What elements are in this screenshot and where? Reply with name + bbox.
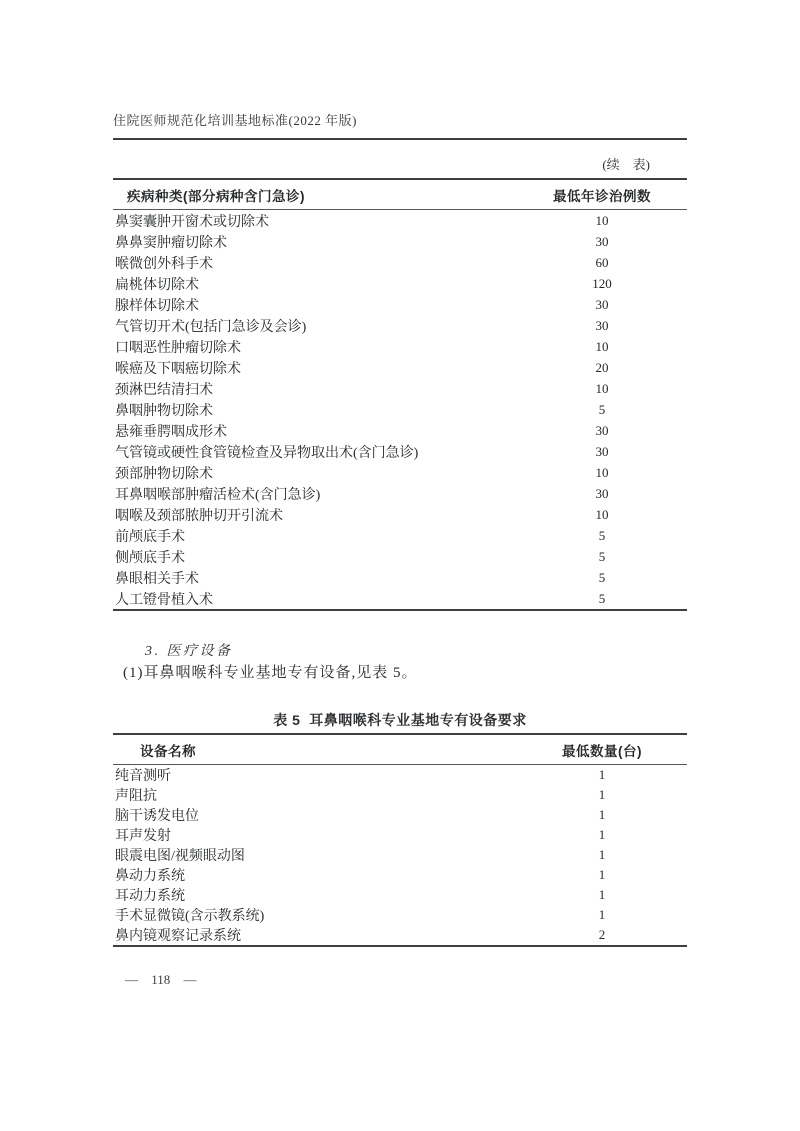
case-count-cell: 120 bbox=[592, 275, 612, 291]
table-bottom-rule bbox=[113, 609, 687, 611]
table-row bbox=[113, 231, 687, 252]
equipment-name-cell: 纯音测听 bbox=[115, 769, 171, 784]
table-bottom-rule bbox=[113, 945, 687, 947]
running-head: 住院医师规范化培训基地标准(2022 年版) bbox=[113, 113, 357, 128]
disease-name-cell: 喉微创外科手术 bbox=[115, 256, 213, 272]
equipment-count-cell: 1 bbox=[598, 787, 606, 802]
equipment-name-cell: 声阻抗 bbox=[115, 789, 157, 804]
equipment-name-cell: 眼震电图/视频眼动图 bbox=[115, 849, 245, 864]
table-header-row bbox=[113, 180, 687, 209]
disease-name-cell: 耳鼻咽喉部肿瘤活检术(含门急诊) bbox=[115, 487, 321, 503]
disease-name-cell: 气管切开术(包括门急诊及会诊) bbox=[115, 319, 307, 335]
table-row bbox=[113, 357, 687, 378]
disease-name-cell: 鼻鼻窦肿瘤切除术 bbox=[115, 235, 227, 251]
disease-name-cell: 鼻眼相关手术 bbox=[115, 571, 199, 587]
equipment-count-cell: 1 bbox=[598, 827, 606, 842]
table-row bbox=[113, 925, 687, 945]
table-row bbox=[113, 504, 687, 525]
section-paragraph: (1)耳鼻咽喉科专业基地专有设备,见表 5。 bbox=[123, 665, 418, 681]
table-row bbox=[113, 546, 687, 567]
case-count-cell: 20 bbox=[595, 359, 609, 375]
disease-cases-table bbox=[113, 178, 687, 611]
disease-name-cell: 鼻窦囊肿开窗术或切除术 bbox=[115, 214, 269, 230]
table-header-row bbox=[113, 735, 687, 764]
table-row bbox=[113, 420, 687, 441]
case-count-cell: 30 bbox=[595, 443, 609, 459]
column-header-min-quantity: 最低数量(台) bbox=[562, 743, 642, 759]
disease-name-cell: 咽喉及颈部脓肿切开引流术 bbox=[115, 508, 283, 524]
disease-name-cell: 口咽恶性肿瘤切除术 bbox=[115, 340, 241, 356]
case-count-cell: 10 bbox=[595, 380, 609, 396]
equipment-name-cell: 鼻动力系统 bbox=[115, 869, 185, 884]
table-row bbox=[113, 252, 687, 273]
equipment-name-cell: 脑干诱发电位 bbox=[115, 809, 199, 824]
case-count-cell: 10 bbox=[595, 506, 609, 522]
table-row bbox=[113, 885, 687, 905]
disease-name-cell: 人工镫骨植入术 bbox=[115, 592, 213, 608]
table-continuation-note: (续 表) bbox=[602, 157, 650, 172]
case-count-cell: 5 bbox=[598, 590, 606, 606]
table-row bbox=[113, 905, 687, 925]
case-count-cell: 5 bbox=[598, 548, 606, 564]
equipment-count-cell: 1 bbox=[598, 767, 606, 782]
table-row bbox=[113, 441, 687, 462]
table-row bbox=[113, 483, 687, 504]
equipment-name-cell: 耳动力系统 bbox=[115, 889, 185, 904]
table-row bbox=[113, 525, 687, 546]
page-number: — 118 — bbox=[125, 972, 197, 987]
case-count-cell: 10 bbox=[595, 464, 609, 480]
case-count-cell: 30 bbox=[595, 485, 609, 501]
running-head-rule bbox=[113, 138, 687, 140]
table-row bbox=[113, 273, 687, 294]
equipment-name-cell: 手术显微镜(含示教系统) bbox=[115, 909, 265, 924]
equipment-table bbox=[113, 733, 687, 947]
case-count-cell: 60 bbox=[595, 254, 609, 270]
disease-name-cell: 喉癌及下咽癌切除术 bbox=[115, 361, 241, 377]
table-row bbox=[113, 785, 687, 805]
case-count-cell: 5 bbox=[598, 527, 606, 543]
table-row bbox=[113, 567, 687, 588]
case-count-cell: 10 bbox=[595, 212, 609, 228]
table5-caption: 表 5 耳鼻咽喉科专业基地专有设备要求 bbox=[273, 712, 527, 728]
case-count-cell: 10 bbox=[595, 338, 609, 354]
case-count-cell: 30 bbox=[595, 317, 609, 333]
table-row bbox=[113, 765, 687, 785]
column-header-equipment-name: 设备名称 bbox=[140, 743, 196, 759]
section-heading: 3. 医疗设备 bbox=[145, 644, 233, 659]
table-row bbox=[113, 462, 687, 483]
column-header-disease-type: 疾病种类(部分病种含门急诊) bbox=[127, 188, 305, 204]
equipment-count-cell: 1 bbox=[598, 867, 606, 882]
table-row bbox=[113, 210, 687, 231]
disease-name-cell: 腺样体切除术 bbox=[115, 298, 199, 314]
equipment-count-cell: 1 bbox=[598, 887, 606, 902]
table-row bbox=[113, 845, 687, 865]
case-count-cell: 5 bbox=[598, 401, 606, 417]
table-row bbox=[113, 805, 687, 825]
equipment-count-cell: 2 bbox=[598, 927, 606, 942]
table-row bbox=[113, 588, 687, 609]
disease-name-cell: 扁桃体切除术 bbox=[115, 277, 199, 293]
disease-name-cell: 侧颅底手术 bbox=[115, 550, 185, 566]
table-body bbox=[113, 765, 687, 945]
disease-name-cell: 气管镜或硬性食管镜检查及异物取出术(含门急诊) bbox=[115, 445, 419, 461]
disease-name-cell: 前颅底手术 bbox=[115, 529, 185, 545]
disease-name-cell: 悬雍垂腭咽成形术 bbox=[115, 424, 227, 440]
table-row bbox=[113, 336, 687, 357]
equipment-count-cell: 1 bbox=[598, 847, 606, 862]
table-row bbox=[113, 294, 687, 315]
case-count-cell: 5 bbox=[598, 569, 606, 585]
table-row bbox=[113, 399, 687, 420]
table-row bbox=[113, 825, 687, 845]
case-count-cell: 30 bbox=[595, 296, 609, 312]
column-header-min-annual-cases: 最低年诊治例数 bbox=[553, 188, 651, 204]
table-row bbox=[113, 315, 687, 336]
disease-name-cell: 颈淋巴结清扫术 bbox=[115, 382, 213, 398]
case-count-cell: 30 bbox=[595, 422, 609, 438]
table-row bbox=[113, 865, 687, 885]
table-row bbox=[113, 378, 687, 399]
equipment-name-cell: 鼻内镜观察记录系统 bbox=[115, 929, 241, 944]
equipment-name-cell: 耳声发射 bbox=[115, 829, 171, 844]
case-count-cell: 30 bbox=[595, 233, 609, 249]
disease-name-cell: 颈部肿物切除术 bbox=[115, 466, 213, 482]
equipment-count-cell: 1 bbox=[598, 807, 606, 822]
table-body bbox=[113, 210, 687, 609]
equipment-count-cell: 1 bbox=[598, 907, 606, 922]
disease-name-cell: 鼻咽肿物切除术 bbox=[115, 403, 213, 419]
